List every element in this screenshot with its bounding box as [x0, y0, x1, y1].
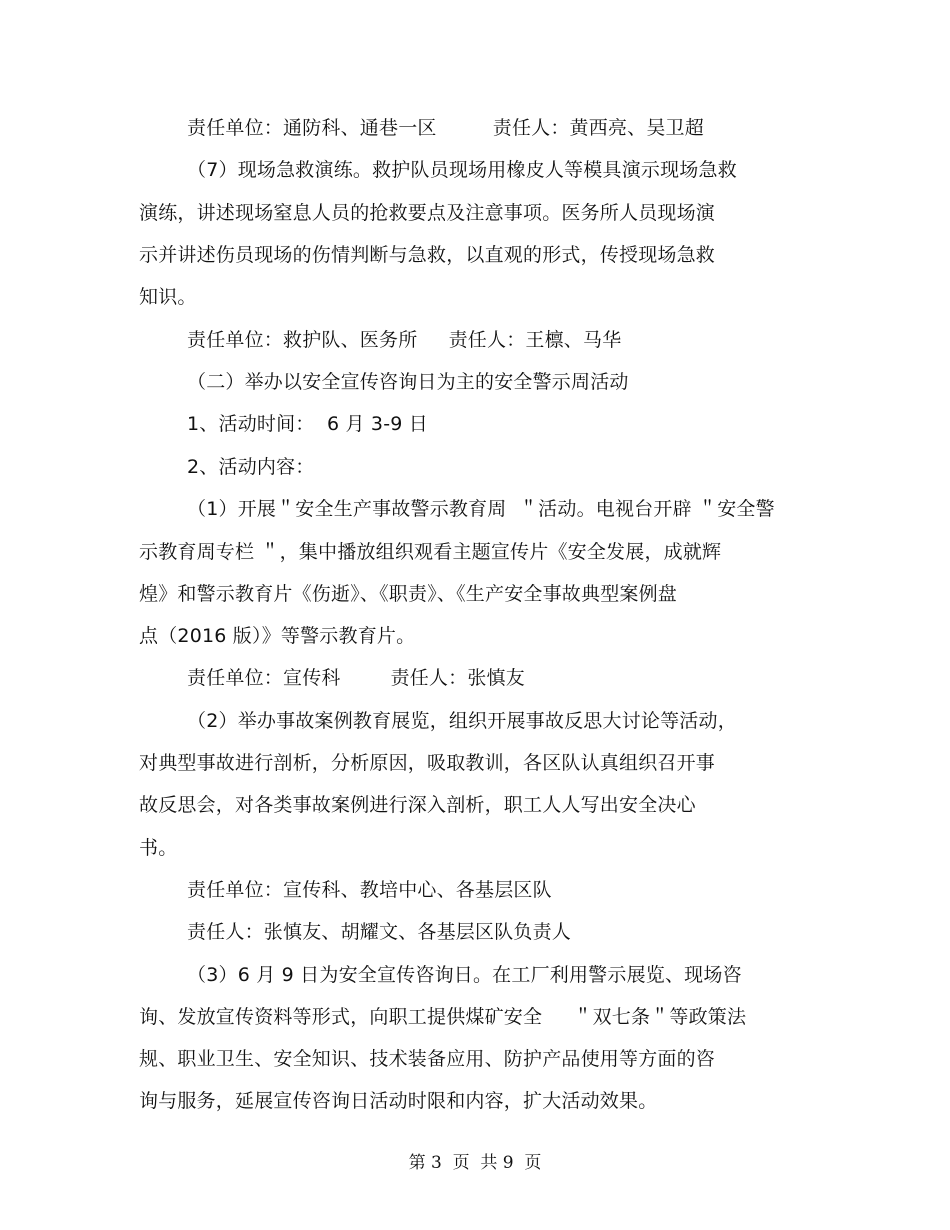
- responsibility-line: 责任单位：救护队、医务所 责任人：王檩、马华: [187, 329, 622, 351]
- paragraph-line: 故反思会，对各类事故案例进行深入剖析，职工人人写出安全决心: [139, 794, 696, 816]
- paragraph-line: 煌》和警示教育片《伤逝》、《职责》、《生产安全事故典型案例盘: [139, 583, 678, 605]
- paragraph-line: 对典型事故进行剖析，分析原因，吸取教训，各区队认真组织召开事: [139, 752, 716, 774]
- paragraph-line: 规、职业卫生、安全知识、技术装备应用、防护产品使用等方面的咨: [139, 1048, 716, 1070]
- activity-time: 1、活动时间： 6 月 3-9 日: [187, 413, 429, 435]
- activity-content-heading: 2、活动内容：: [187, 456, 315, 478]
- paragraph-line: 询与服务，延展宣传咨询日活动时限和内容，扩大活动效果。: [139, 1090, 658, 1112]
- responsibility-line: 责任单位：宣传科、教培中心、各基层区队: [187, 879, 552, 901]
- paragraph-line: 演练，讲述现场窒息人员的抢救要点及注意事项。医务所人员现场演: [139, 202, 716, 224]
- responsibility-line: 责任单位：宣传科 责任人：张慎友: [187, 667, 525, 689]
- paragraph-line: （7）现场急救演练。救护队员现场用橡皮人等模具演示现场急救: [187, 159, 737, 181]
- paragraph-line: 示教育周专栏 ＂，集中播放组织观看主题宣传片《安全发展，成就辉: [139, 541, 722, 563]
- responsibility-line: 责任人：张慎友、胡耀文、各基层区队负责人: [187, 921, 572, 943]
- paragraph-line: 点（2016 版）》等警示教育片。: [139, 625, 416, 647]
- paragraph-line: （2）举办事故案例教育展览，组织开展事故反思大讨论等活动，: [187, 710, 737, 732]
- paragraph-line: 示并讲述伤员现场的伤情判断与急救，以直观的形式，传授现场急救: [139, 244, 716, 266]
- paragraph-line: （1）开展＂安全生产事故警示教育周 ＂活动。电视台开辟 ＂安全警: [187, 498, 775, 520]
- paragraph-line: 知识。: [139, 286, 197, 308]
- responsibility-line: 责任单位：通防科、通巷一区 责任人：黄西亮、吴卫超: [187, 117, 704, 139]
- paragraph-line: （3）6 月 9 日为安全宣传咨询日。在工厂利用警示展览、现场咨: [187, 964, 742, 986]
- section-heading: （二）举办以安全宣传咨询日为主的安全警示周活动: [187, 371, 629, 393]
- paragraph-line: 询、发放宣传资料等形式，向职工提供煤矿安全 ＂双七条＂等政策法: [139, 1006, 747, 1028]
- paragraph-line: 书。: [139, 837, 178, 859]
- page-number-footer: 第 3 页 共 9 页: [408, 1153, 542, 1173]
